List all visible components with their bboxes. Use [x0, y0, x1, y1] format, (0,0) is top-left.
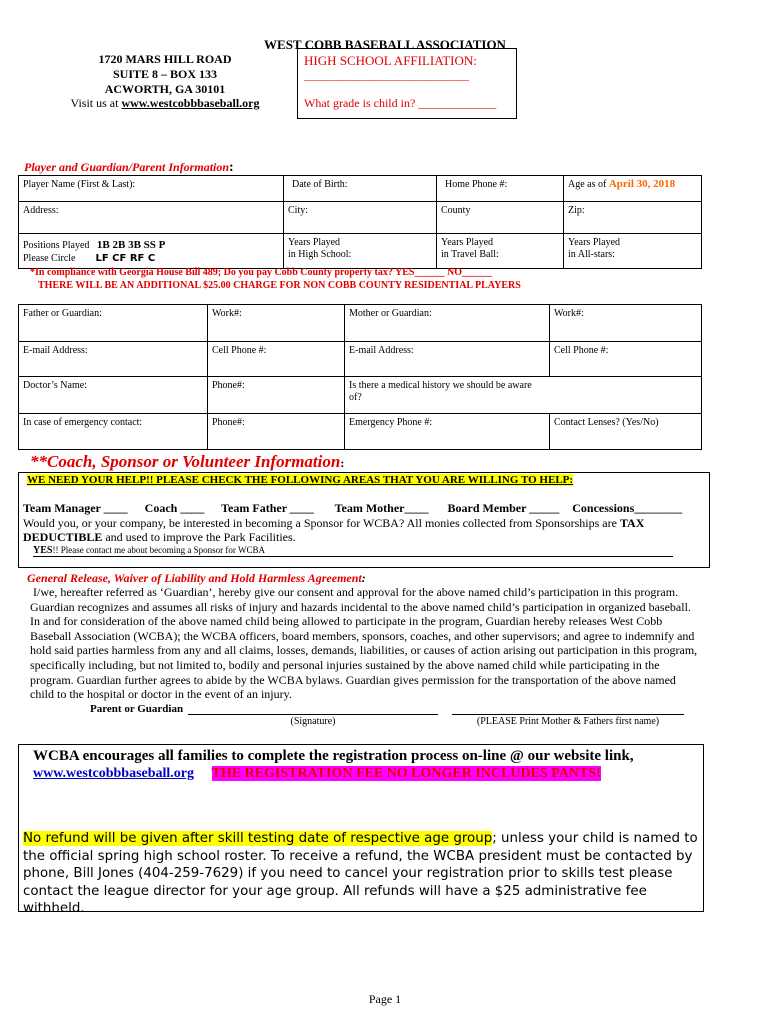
dob-cell[interactable]: Date of Birth: — [284, 176, 437, 202]
sponsor-question: Would you, or your company, be interested in becoming a Sponsor for WCBA? All monies collected from Sponsorships are TAX DEDUCTIBLE and used to improve the Park Facilities. — [23, 516, 645, 544]
volunteer-box — [18, 472, 710, 568]
registration-box — [18, 744, 704, 916]
hs-affiliation-box — [297, 48, 517, 119]
board-member-option[interactable]: Board Member _____ — [447, 501, 560, 515]
visit-prefix: Visit us at — [70, 96, 122, 110]
encourage-online-text: WCBA encourages all families to complete the registration process on-line @ our website link, — [33, 748, 634, 764]
mother-work-cell[interactable]: Work#: — [550, 305, 702, 342]
refund-policy: No refund will be given after skill testing date of respective age group; unless your child is named to the official spring high school roster. To receive a refund, the WCBA president must be contacted by phone, Bill Jones (404-259-7629) if you need to cancel your registration prior to skills test please contact the league director for your age group. All refunds will have a $25 administrative fee withheld. — [23, 831, 698, 916]
address-line-2: SUITE 8 – BOX 133 — [112, 67, 218, 81]
team-manager-option[interactable]: Team Manager ____ — [23, 501, 128, 515]
team-father-option[interactable]: Team Father ____ — [221, 501, 314, 515]
mother-cell[interactable]: Mother or Guardian: — [345, 305, 550, 342]
emergency-phone-cell[interactable]: Emergency Phone #: — [345, 414, 550, 450]
player-info-table — [18, 175, 702, 269]
grade-question[interactable]: What grade is child in? _____________ — [304, 96, 497, 110]
org-title: WEST COBB BASEBALL ASSOCIATION — [264, 37, 506, 52]
emergency-contact-phone-cell[interactable]: Phone#: — [208, 414, 345, 450]
guardian-table — [18, 304, 702, 450]
email-1-cell[interactable]: E-mail Address: — [19, 342, 208, 377]
refund-highlight: No refund will be given after skill testing date of respective age group — [23, 831, 493, 846]
release-body: I/we, hereafter referred as ‘Guardian’, hereby give our consent and approval for the above named child’s participation in this program. Guardian recognizes and assumes all risks of injury and hazards incidental to the above named child’s participation in organized baseball. In and for consideration of the above named child being allowed to participate in the program, Guardian hereby releases West Cobb Baseball Association (WCBA); the WCBA officers, board members, sponsors, coaches, and other supervisors; and agree to indemnify and hold said parties harmless from any and all claims, losses, demands, liabilities, or causes of action arising out participation in this program, specifically including, but not limited to, bodily and personal injuries sustained by the above named child while participating in the program. Guardian further agrees to abide by the WCBA bylaws. Guardian gives permission for the transportation of the above named child to the hospital or doctor in the event of an injury. — [30, 585, 698, 702]
address-line-3: ACWORTH, GA 30101 — [104, 82, 226, 96]
county-cell[interactable]: County — [437, 202, 564, 234]
home-phone-cell[interactable]: Home Phone #: — [437, 176, 564, 202]
positions-outfield[interactable]: LF CF RF C — [95, 253, 156, 264]
address-cell[interactable]: Address: — [19, 202, 284, 234]
email-2-cell[interactable]: E-mail Address: — [345, 342, 550, 377]
zip-cell[interactable]: Zip: — [564, 202, 702, 234]
doctor-name-cell[interactable]: Doctor’s Name: — [19, 377, 208, 414]
hs-affiliation-field[interactable]: ______________________________ — [304, 70, 469, 82]
positions-cell[interactable]: Positions Played 1B 2B 3B SS P Please Circle LF CF RF C — [19, 234, 284, 269]
positions-infield[interactable]: 1B 2B 3B SS P — [96, 239, 166, 251]
emergency-contact-cell[interactable]: In case of emergency contact: — [19, 414, 208, 450]
parent-guardian-label: Parent or Guardian — [90, 703, 184, 715]
signature-line[interactable] — [188, 714, 438, 715]
volunteer-roles — [23, 501, 707, 516]
compliance-line: *In compliance with Georgia House Bill 489; Do you pay Cobb County property tax? YES______ NO______ — [30, 267, 492, 278]
concessions-option[interactable]: Concessions________ — [572, 501, 683, 515]
city-cell[interactable]: City: — [284, 202, 437, 234]
player-name-cell[interactable]: Player Name (First & Last): — [19, 176, 284, 202]
age-date: April 30, 2018 — [608, 178, 676, 190]
print-name-line[interactable] — [452, 714, 684, 715]
medical-history-cell[interactable]: Is there a medical history we should be aware of? — [345, 377, 702, 414]
hs-affiliation-label: HIGH SCHOOL AFFILIATION: — [304, 53, 477, 68]
non-cobb-charge-line: THERE WILL BE AN ADDITIONAL $25.00 CHARGE FOR NON COBB COUNTY RESIDENTIAL PLAYERS — [38, 280, 521, 291]
cell-phone-2-cell[interactable]: Cell Phone #: — [550, 342, 702, 377]
allstar-years-cell[interactable]: Years Played in All-stars: — [564, 234, 702, 269]
registration-website-link[interactable]: www.westcobbbaseball.org — [33, 766, 195, 781]
father-cell[interactable]: Father or Guardian: — [19, 305, 208, 342]
need-help-banner: WE NEED YOUR HELP!! PLEASE CHECK THE FOLLOWING AREAS THAT YOU ARE WILLING TO HELP: — [27, 474, 574, 486]
registration-link-line — [33, 766, 601, 782]
sponsor-yes-option[interactable]: YES!! Please contact me about becoming a Sponsor for WCBA — [33, 545, 673, 557]
print-name-caption: (PLEASE Print Mother & Fathers first name) — [476, 716, 660, 727]
hs-years-cell[interactable]: Years Played in High School: — [284, 234, 437, 269]
travel-years-cell[interactable]: Years Played in Travel Ball: — [437, 234, 564, 269]
father-work-cell[interactable]: Work#: — [208, 305, 345, 342]
contact-lenses-cell[interactable]: Contact Lenses? (Yes/No) — [550, 414, 702, 450]
volunteer-title: **Coach, Sponsor or Volunteer Information: — [30, 452, 345, 471]
signature-caption: (Signature) — [290, 716, 336, 727]
doctor-phone-cell[interactable]: Phone#: — [208, 377, 345, 414]
visit-line — [30, 96, 300, 111]
release-title: General Release, Waiver of Liability and Hold Harmless Agreement: — [27, 571, 366, 585]
age-cell[interactable]: Age as of April 30, 2018 — [564, 176, 702, 202]
player-section-title: Player and Guardian/Parent Information: — [24, 160, 234, 175]
fee-notice: THE REGISTRATION FEE NO LONGER INCLUDES PANTS! — [211, 766, 601, 781]
coach-option[interactable]: Coach ____ — [144, 501, 205, 515]
website-link[interactable]: www.westcobbbaseball.org — [121, 96, 260, 110]
page-number: Page 1 — [368, 992, 402, 1006]
team-mother-option[interactable]: Team Mother____ — [334, 501, 429, 515]
address-line-1: 1720 MARS HILL ROAD — [98, 52, 232, 66]
cell-phone-1-cell[interactable]: Cell Phone #: — [208, 342, 345, 377]
